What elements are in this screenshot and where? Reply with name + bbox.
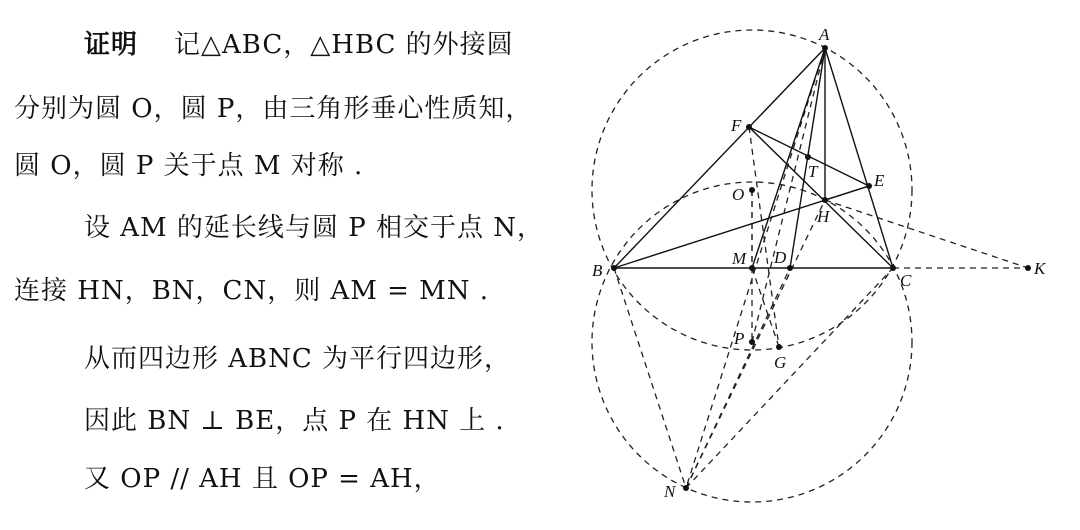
line-h-e (825, 186, 869, 200)
label-c: C (900, 271, 912, 290)
point-p (749, 339, 755, 345)
label-m: M (732, 249, 747, 268)
label-t: T (808, 162, 818, 181)
label-o: O (732, 185, 745, 204)
line-n-c (686, 268, 893, 488)
proof-line-3: 圆 O，圆 P 关于点 M 对称 . (14, 151, 364, 181)
label-k: K (1034, 259, 1046, 278)
point-n (683, 485, 689, 491)
point-m (749, 265, 755, 271)
point-k (1025, 265, 1031, 271)
line-b-n (614, 268, 686, 488)
proof-line-2: 分别为圆 O，圆 P，由三角形垂心性质知， (14, 94, 533, 124)
line-h-k (825, 200, 1028, 268)
side-ab (614, 48, 825, 268)
point-t (805, 154, 811, 160)
line-f-g (749, 127, 779, 347)
label-n: N (664, 482, 676, 501)
point-h (822, 197, 828, 203)
proof-line-6: 从而四边形 ABNC 为平行四边形， (84, 344, 512, 374)
point-c (890, 265, 896, 271)
proof-line-4: 设 AM 的延长线与圆 P 相交于点 N， (84, 213, 544, 243)
point-g (776, 344, 782, 350)
label-d: D (774, 248, 787, 267)
point-b (611, 265, 617, 271)
label-b: B (592, 261, 603, 280)
label-g: G (774, 353, 787, 372)
line-a-m (752, 48, 825, 268)
proof-line-1: 证明 记△ABC，△HBC 的外接圆 (84, 30, 514, 60)
point-a (822, 45, 828, 51)
label-e: E (874, 171, 885, 190)
point-d (787, 265, 793, 271)
label-p: P (734, 329, 745, 348)
label-h: H (817, 207, 830, 226)
proof-line-7: 因此 BN ⊥ BE，点 P 在 HN 上 . (84, 406, 505, 436)
point-f (746, 124, 752, 130)
point-o (749, 187, 755, 193)
line-m-g (752, 268, 779, 347)
line-n-h (686, 200, 825, 488)
proof-line-8: 又 OP // AH 且 OP = AH， (84, 464, 441, 494)
proof-line-5: 连接 HN，BN，CN，则 AM = MN . (14, 276, 490, 306)
label-a: A (819, 25, 830, 44)
proof-heading: 证明 (84, 30, 139, 60)
geometry-figure (590, 15, 1050, 515)
label-f: F (731, 116, 742, 135)
point-e (866, 183, 872, 189)
